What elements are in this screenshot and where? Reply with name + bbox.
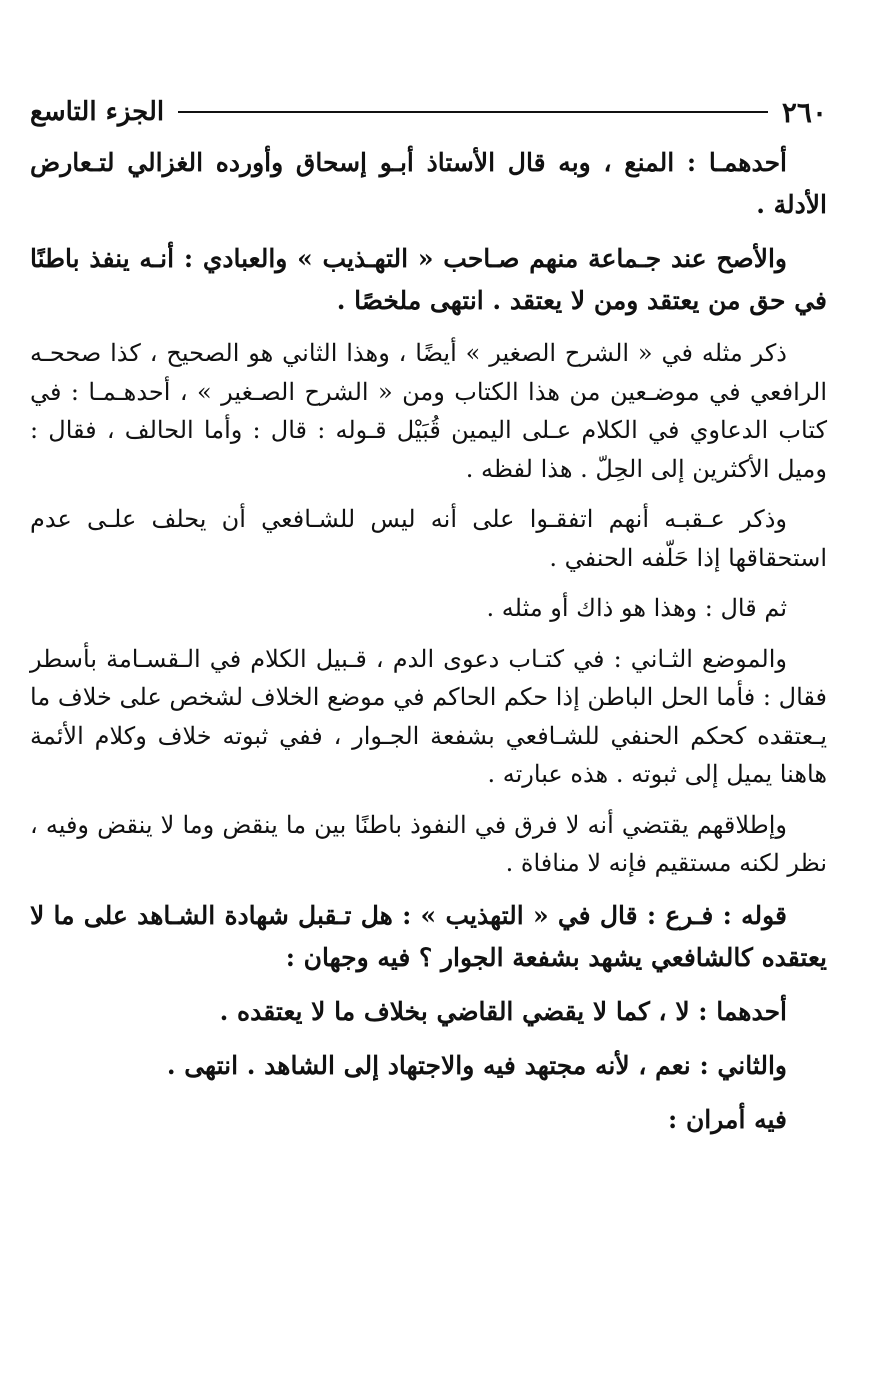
paragraph: والأصح عند جـماعة منهم صـاحب « التهـذيب » والعبادي : أنـه ينفذ باطنًا في حق من يعتقد ومن لا يعتقد . انتهى ملخصًا .	[30, 244, 827, 315]
paragraph: وذكر عـقبـه أنهم اتفقـوا على أنه ليس للشـافعي أن يحلف علـى عدم استحقاقها إذا حَلّفه الحنفي .	[30, 505, 827, 572]
paragraph: ثم قال : وهذا هو ذاك أو مثله .	[486, 594, 787, 622]
page-number: ٢٦٠	[781, 95, 827, 129]
paragraph: أحدهما : لا ، كما لا يقضي القاضي بخلاف ما لا يعتقده .	[219, 996, 787, 1026]
paragraph: أحدهمـا : المنع ، وبه قال الأستاذ أبـو إسحاق وأورده الغزالي لتـعارض الأدلة .	[30, 148, 827, 219]
part-title: الجزء التاسع	[30, 97, 165, 127]
paragraph: وإطلاقهم يقتضي أنه لا فرق في النفوذ باطنًا بين ما ينقض وما لا ينقض وفيه ، نظر لكنه مستقيم فإنه لا منافاة .	[30, 810, 827, 877]
paragraph: والثاني : نعم ، لأنه مجتهد فيه والاجتهاد إلى الشاهد . انتهى .	[166, 1050, 787, 1080]
page-body	[30, 142, 827, 1141]
running-header	[30, 92, 827, 132]
paragraph: ذكر مثله في « الشرح الصغير » أيضًا ، وهذا الثاني هو الصحيح ، كذا صححـه الرافعي في موضـعين من هذا الكتاب ومن « الشرح الصـغير » ، أحدهـمـا : في كتاب الدعاوي في الكلام عـلى اليمين قُبَيْل قـوله : قال : وأما الحالف ، فقال : وميل الأكثرين إلى الحِلّ . هذا لفظه .	[30, 339, 827, 483]
book-page	[30, 92, 827, 1348]
paragraph: قوله : فـرع : قال في « التهذيب » : هل تـقبل شهادة الشـاهد على ما لا يعتقده كالشافعي يشهد بشفعة الجوار ؟ فيه وجهان :	[30, 900, 827, 972]
paragraph: فيه أمران :	[668, 1104, 787, 1134]
paragraph: والموضع الثـاني : في كتـاب دعوى الدم ، قـبيل الكلام في الـقسـامة بأسطر فقال : فأما الحل الباطن إذا حكم الحاكم في موضع الخلاف لشخص على خلاف ما يـعتقده كحكم الحنفي للشـافعي بشفعة الجـوار ، ففي ثبوته خلاف وكلام الأئمة هاهنا يميل إلى ثبوته . هذه عبارته .	[30, 644, 827, 788]
header-rule	[178, 111, 768, 113]
